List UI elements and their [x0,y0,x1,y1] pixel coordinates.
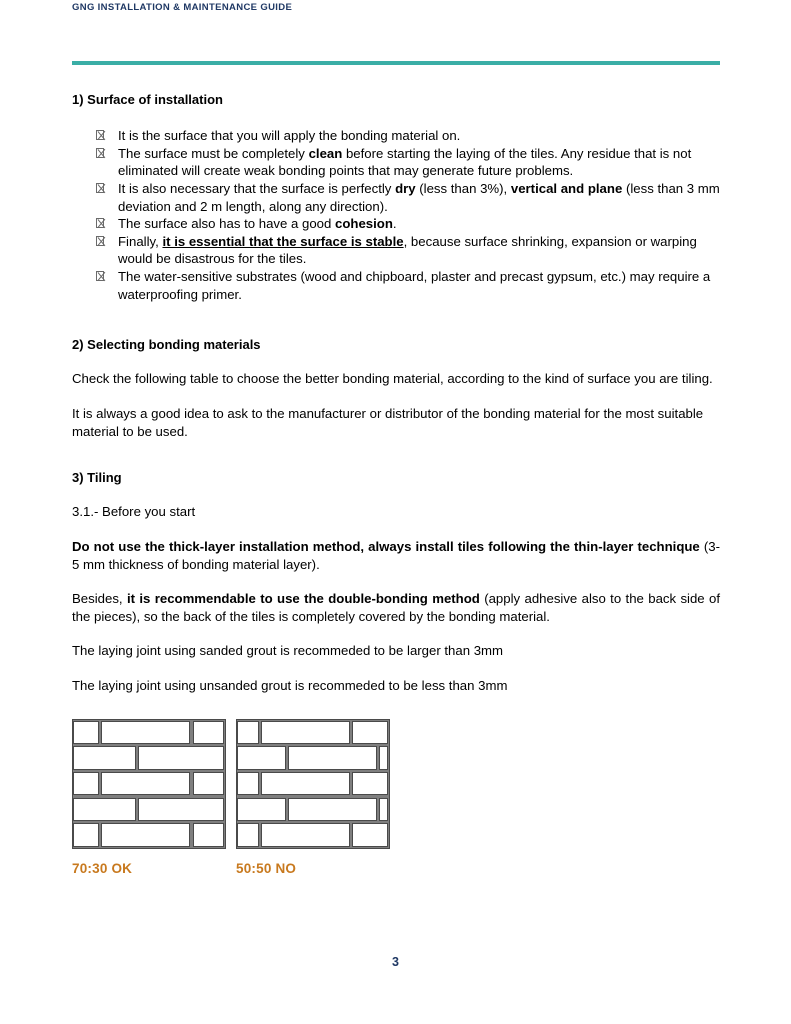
text-run: (less than 3 mm deviation and 2 m length, along any direction). [118,181,720,214]
text-run: The laying joint using unsanded grout is recommeded to be less than 3mm [72,678,508,694]
text-run-bold: Do not use the thick-layer installation method, always install tiles following the thin-layer technique [72,539,700,555]
list-item-label [118,216,397,231]
missing-glyph-bullet-icon [96,183,104,193]
brick-tile [379,746,387,769]
text-run: The surface also has to have a good [118,216,336,232]
running-header: GNG INSTALLATION & MAINTENANCE GUIDE [72,2,293,13]
list-item-label [118,181,720,214]
brick-tile [237,772,259,795]
brick-tile [193,823,224,846]
brick-tile [288,798,377,821]
text-run-bold: cohesion [335,216,393,232]
brick-tile [352,772,388,795]
list-item-label [118,146,691,179]
brick-tile [237,798,286,821]
list-item-label [118,128,460,143]
text-run: Check the following table to choose the better bonding material, according to the kind of surface you are tiling. [72,371,713,387]
text-run: It is always a good idea to ask to the manufacturer or distributor of the bonding material for the most suitable material to be used. [72,406,704,439]
list-item [72,268,720,303]
section-heading-tiling: 3) Tiling [72,470,122,486]
text-run: The laying joint using sanded grout is recommeded to be larger than 3mm [72,643,504,659]
brick-wall-graphic [72,719,226,849]
text-run: It is also necessary that the surface is perfectly [118,181,396,197]
list-item [72,145,720,180]
text-run-bold: dry [395,181,416,197]
brick-tile [138,798,224,821]
header-divider-rule [72,61,720,65]
brick-tile [73,721,99,744]
brick-wall-graphic [236,719,390,849]
missing-glyph-bullet-icon [96,130,104,140]
document-body [72,92,720,887]
list-item [72,127,720,145]
missing-glyph-bullet-icon [96,148,104,158]
brick-tile [237,823,259,846]
brick-tile [73,798,136,821]
text-run: Besides, [72,591,127,607]
surface-requirements-list [72,127,720,303]
text-run: The water-sensitive substrates (wood and chipboard, plaster and precast gypsum, etc.) may require a waterproofing primer. [118,269,711,302]
brick-tile [352,823,388,846]
brick-tile [73,823,99,846]
list-item [72,215,720,233]
brick-tile [237,721,259,744]
text-run-bold: clean [308,145,343,161]
text-run: (3-5 mm thickness of bonding material layer). [72,539,720,572]
paragraph [72,677,720,695]
brick-tile [261,772,350,795]
section-heading-surface-of-installation: 1) Surface of installation [72,92,223,107]
text-run: (less than 3%), [415,181,511,197]
paragraph-spacer [72,625,720,642]
list-item [72,180,720,215]
brick-tile [101,772,190,795]
list-item-label [118,234,697,267]
text-run: (apply adhesive also to the back side of the pieces), so the back of the tiles is completely covered by the bonding material. [72,591,720,624]
paragraph-spacer [72,388,720,405]
text-run-bold: it is recommendable to use the double-bonding method [126,591,480,607]
paragraph [72,370,720,388]
section-3-paragraphs [72,538,720,695]
text-run-bold: vertical and plane [510,181,623,197]
diagram-caption: 50:50 NO [236,860,297,876]
brick-tile [352,721,388,744]
brick-tile [138,746,224,769]
list-item [72,233,720,268]
page-number: 3 [392,955,399,969]
text-run: The surface must be completely [118,145,309,161]
text-run: , because surface shrinking, expansion or warping would be disastrous for the tiles. [118,233,697,267]
brick-tile [73,772,99,795]
brick-tile [73,746,136,769]
list-item-label [118,269,710,302]
brick-tile [193,721,224,744]
brick-tile [288,746,377,769]
text-run: before starting the laying of the tiles. Any residue that is not eliminated will create weak bonding points that may generate future problems. [118,145,692,179]
brick-tile [379,798,387,821]
brick-tile [101,823,190,846]
missing-glyph-bullet-icon [96,218,104,228]
brick-tile [193,772,224,795]
paragraph [72,642,720,660]
brick-tile [261,721,350,744]
section-2-paragraphs [72,370,720,440]
tile-pattern-seventy-thirty [72,719,226,876]
text-run: It is the surface that you will apply the bonding material on. [118,128,461,144]
tile-pattern-diagrams [72,719,720,887]
paragraph-spacer [72,573,720,590]
text-run: . [392,216,397,232]
paragraph [72,405,720,440]
subheading-before-you-start: 3.1.- Before you start [72,504,196,520]
text-run: Finally, [118,233,163,249]
missing-glyph-bullet-icon [96,271,104,281]
missing-glyph-bullet-icon [96,236,104,246]
tile-pattern-fifty-fifty [236,719,390,876]
paragraph-spacer [72,660,720,677]
text-run-bold-underline: it is essential that the surface is stable [162,233,404,249]
brick-tile [261,823,350,846]
section-heading-selecting-bonding-materials: 2) Selecting bonding materials [72,337,261,353]
diagram-caption: 70:30 OK [72,860,133,876]
paragraph [72,590,720,625]
brick-tile [237,746,286,769]
paragraph [72,538,720,573]
brick-tile [101,721,190,744]
